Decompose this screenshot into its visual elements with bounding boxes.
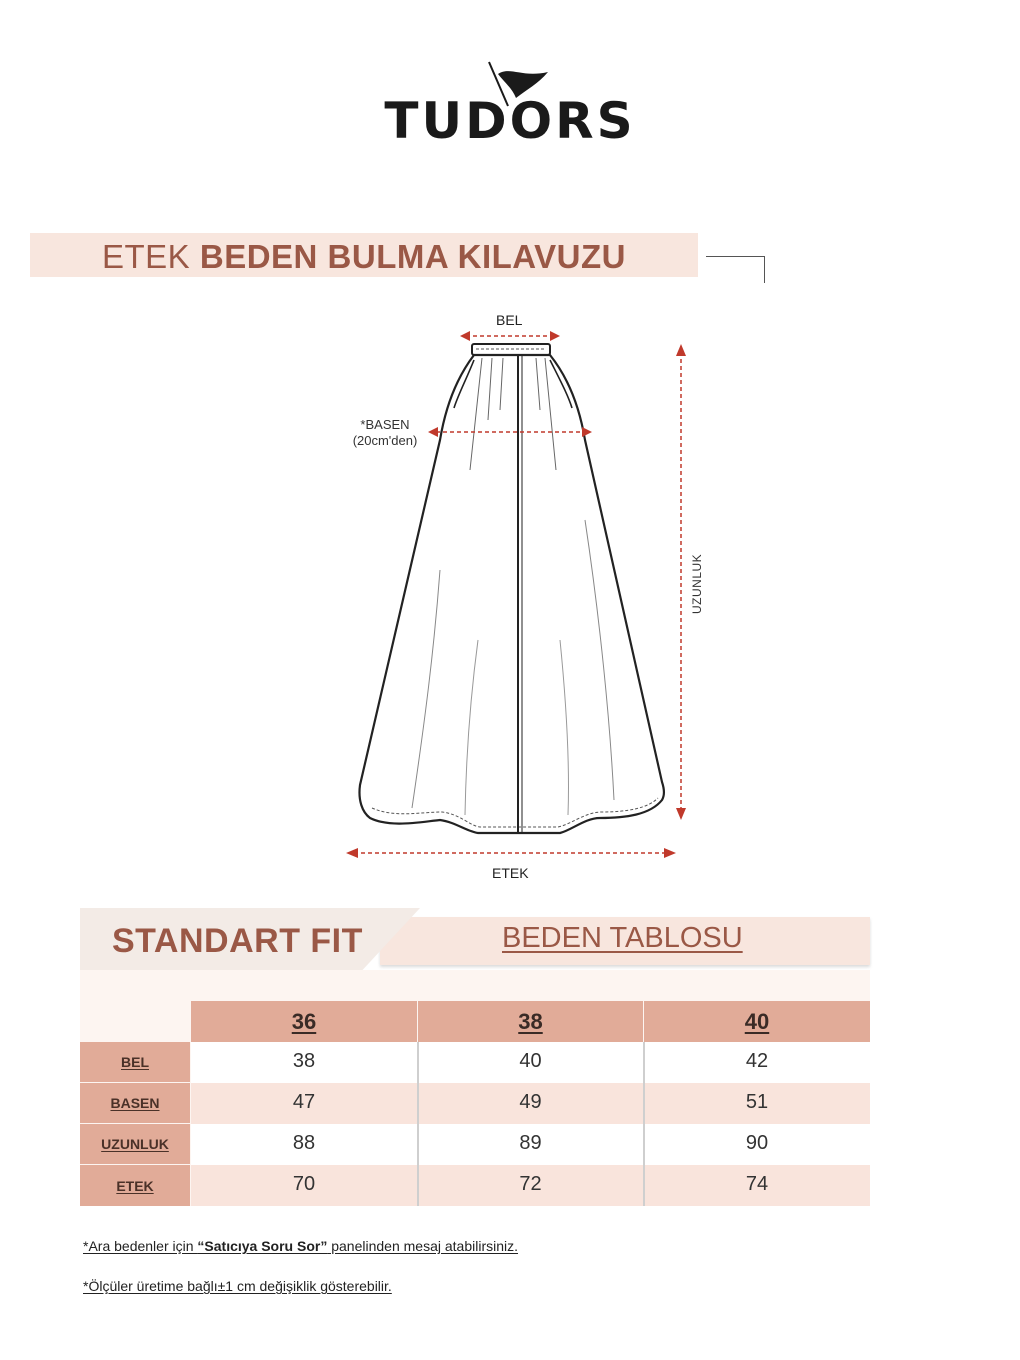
label-hem: ETEK [492, 865, 529, 881]
label-hip [340, 417, 430, 449]
table-cell: 70 [292, 1173, 316, 1195]
table-cell: 90 [745, 1132, 769, 1154]
table-cell: 40 [519, 1050, 542, 1072]
table-cell: 49 [519, 1091, 542, 1113]
note-1-post: panelinden mesaj atabilirsiniz. [327, 1238, 519, 1254]
row-label-length: UZUNLUK [80, 1124, 190, 1164]
label-length: UZUNLUK [690, 553, 704, 614]
table-cell: 38 [292, 1050, 316, 1072]
guide-title-light: ETEK [101, 238, 191, 275]
fit-title: STANDART FIT [112, 922, 363, 960]
size-header-36: 36 [191, 1001, 417, 1042]
table-cell: 51 [745, 1091, 769, 1113]
size-header-40: 40 [644, 1001, 870, 1042]
table-cell: 88 [292, 1132, 316, 1154]
fit-subtitle: BEDEN TABLOSU [502, 922, 743, 954]
note-intermediate-sizes [83, 1238, 518, 1254]
note-tolerance: *Ölçüler üretime bağlı±1 cm değişiklik gösterebilir. [83, 1278, 392, 1294]
note-1-pre: *Ara bedenler için [83, 1238, 198, 1254]
table-cell: 72 [519, 1173, 542, 1195]
table-cell: 89 [519, 1132, 542, 1154]
row-label-hip: BASEN [80, 1083, 190, 1123]
brand-logo: TUDORS [384, 92, 636, 150]
row-label-hem: ETEK [80, 1165, 190, 1206]
note-1-bold: “Satıcıya Soru Sor” [197, 1238, 328, 1254]
table-cell: 42 [745, 1050, 769, 1072]
table-cell: 74 [745, 1173, 769, 1195]
size-header-38: 38 [418, 1001, 643, 1042]
guide-title-bold: BEDEN BULMA KILAVUZU [199, 238, 627, 275]
label-hip-line1: *BASEN [360, 417, 410, 432]
label-hip-line2: (20cm'den) [352, 433, 418, 448]
row-label-waist: BEL [80, 1042, 190, 1082]
table-cell: 47 [292, 1091, 316, 1113]
label-waist: BEL [496, 312, 523, 328]
